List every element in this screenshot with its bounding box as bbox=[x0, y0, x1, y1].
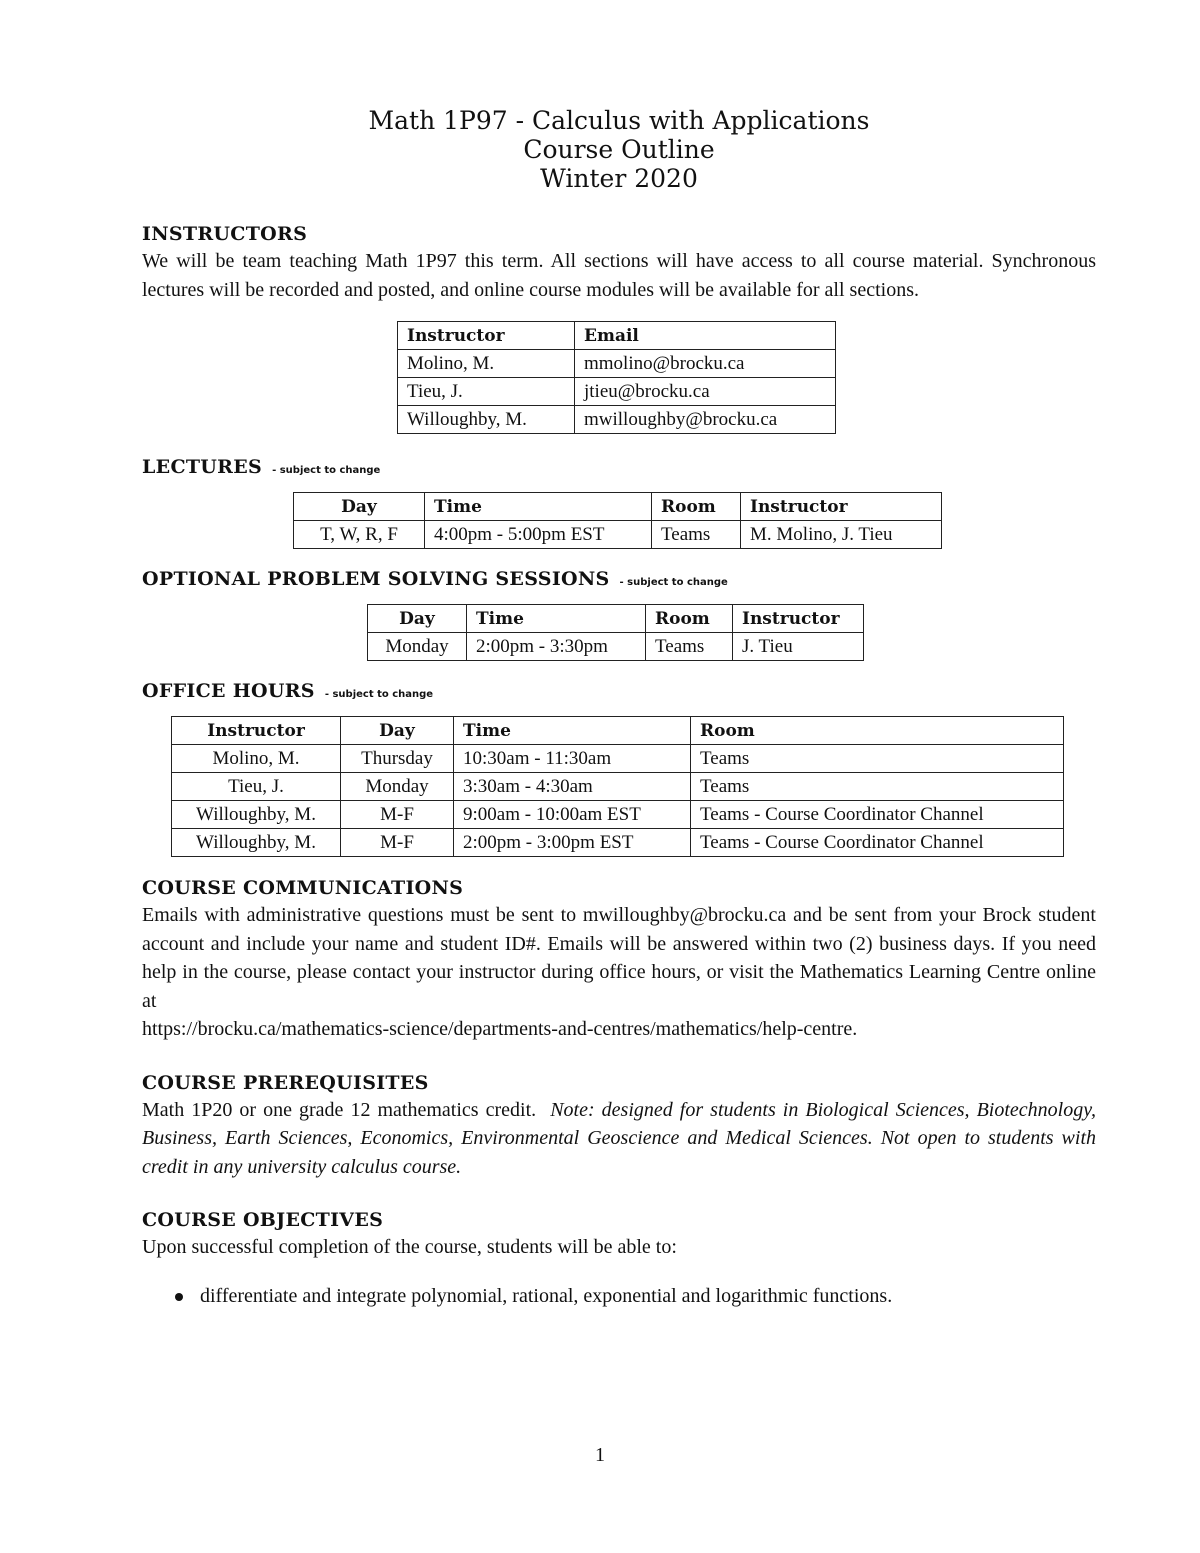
table-row bbox=[398, 378, 836, 406]
lectures-section bbox=[142, 454, 1096, 549]
instructors-section bbox=[142, 221, 1096, 434]
prerequisites-heading: COURSE PREREQUISITES bbox=[142, 1071, 429, 1094]
table-cell: M-F bbox=[341, 829, 454, 857]
title-line-1: Math 1P97 - Calculus with Applications bbox=[368, 106, 870, 135]
column-header: Time bbox=[425, 493, 652, 521]
table-cell: T, W, R, F bbox=[294, 521, 425, 549]
prerequisites-text: Math 1P20 or one grade 12 mathematics credit. bbox=[142, 1098, 537, 1121]
communications-text: Emails with administrative questions must be sent to mwilloughby@brocku.ca and be sent from your Brock student account and include your name and student ID#. Emails will be answered within two (2) business days. If you need help in the course, please contact your instructor during office hours, or visit the Mathematics Learning Centre online at bbox=[142, 904, 1096, 1012]
objectives-section bbox=[142, 1207, 1096, 1310]
table-cell: Teams bbox=[691, 745, 1064, 773]
document-page bbox=[142, 106, 1096, 1310]
table-cell: Molino, M. bbox=[172, 745, 341, 773]
table-row bbox=[172, 801, 1064, 829]
table-cell: mmolino@brocku.ca bbox=[575, 350, 836, 378]
table-cell: J. Tieu bbox=[733, 633, 864, 661]
office-hours-heading-text: OFFICE HOURS bbox=[142, 680, 315, 702]
problem-sessions-heading bbox=[142, 566, 1096, 596]
column-header: Day bbox=[341, 717, 454, 745]
table-cell: M-F bbox=[341, 801, 454, 829]
lectures-note: - subject to change bbox=[272, 465, 381, 476]
table-row bbox=[368, 633, 864, 661]
table-cell: Thursday bbox=[341, 745, 454, 773]
instructors-heading: INSTRUCTORS bbox=[142, 223, 308, 245]
list-item-text: differentiate and integrate polynomial, rational, exponential and logarithmic functions. bbox=[200, 1284, 893, 1307]
table-cell: 2:00pm - 3:00pm EST bbox=[454, 829, 691, 857]
table-row bbox=[172, 773, 1064, 801]
table-cell: Willoughby, M. bbox=[172, 801, 341, 829]
communications-section bbox=[142, 875, 1096, 1044]
lectures-heading-text: LECTURES bbox=[142, 456, 263, 478]
table-cell: 2:00pm - 3:30pm bbox=[467, 633, 646, 661]
table-cell: 3:30am - 4:30am bbox=[454, 773, 691, 801]
office-hours-note: - subject to change bbox=[324, 689, 434, 700]
table-row bbox=[172, 745, 1064, 773]
help-centre-link[interactable]: https://brocku.ca/mathematics-science/departments-and-centres/mathematics/help-centre. bbox=[142, 1018, 858, 1040]
objectives-heading: COURSE OBJECTIVES bbox=[142, 1209, 384, 1231]
instructors-text: We will be team teaching Math 1P97 this term. All sections will have access to all course material. Synchronous lectures will be recorded and posted, and online course modules will be available for all sections. bbox=[142, 250, 1096, 301]
office-hours-table bbox=[171, 716, 1064, 857]
table-row bbox=[398, 350, 836, 378]
table-header-row bbox=[398, 322, 836, 350]
office-hours-heading bbox=[142, 678, 1096, 708]
problem-sessions-section bbox=[142, 566, 1096, 661]
table-cell: Monday bbox=[368, 633, 467, 661]
problem-sessions-table bbox=[367, 604, 864, 661]
problem-sessions-note: - subject to change bbox=[619, 577, 728, 588]
objectives-list bbox=[142, 1282, 1096, 1310]
office-hours-section bbox=[142, 678, 1096, 857]
table-cell: Teams - Course Coordinator Channel bbox=[691, 829, 1064, 857]
instructors-table bbox=[397, 321, 836, 434]
prerequisites-section bbox=[142, 1070, 1096, 1182]
column-header: Day bbox=[368, 605, 467, 633]
table-cell: 9:00am - 10:00am EST bbox=[454, 801, 691, 829]
bullet-icon bbox=[175, 1293, 183, 1301]
table-cell: 10:30am - 11:30am bbox=[454, 745, 691, 773]
table-cell: Teams bbox=[646, 633, 733, 661]
prerequisites-paragraph bbox=[142, 1096, 1096, 1182]
column-header: Time bbox=[467, 605, 646, 633]
table-cell: M. Molino, J. Tieu bbox=[741, 521, 942, 549]
table-cell: Tieu, J. bbox=[398, 378, 575, 406]
title-line-2: Course Outline bbox=[523, 135, 715, 164]
document-title bbox=[142, 106, 1096, 193]
list-item bbox=[142, 1282, 1096, 1310]
table-cell: Willoughby, M. bbox=[172, 829, 341, 857]
column-header: Room bbox=[691, 717, 1064, 745]
objectives-intro: Upon successful completion of the course, students will be able to: bbox=[142, 1236, 677, 1258]
column-header: Instructor bbox=[741, 493, 942, 521]
table-row bbox=[294, 521, 942, 549]
page-number: 1 bbox=[595, 1444, 605, 1466]
column-header: Day bbox=[294, 493, 425, 521]
table-cell: Monday bbox=[341, 773, 454, 801]
table-cell: mwilloughby@brocku.ca bbox=[575, 406, 836, 434]
table-cell: Tieu, J. bbox=[172, 773, 341, 801]
table-header-row bbox=[172, 717, 1064, 745]
table-cell: jtieu@brocku.ca bbox=[575, 378, 836, 406]
lectures-heading bbox=[142, 454, 1096, 484]
column-header: Instructor bbox=[733, 605, 864, 633]
communications-heading: COURSE COMMUNICATIONS bbox=[142, 877, 464, 899]
table-row bbox=[172, 829, 1064, 857]
column-header: Instructor bbox=[398, 322, 575, 350]
table-cell: Teams - Course Coordinator Channel bbox=[691, 801, 1064, 829]
column-header: Email bbox=[575, 322, 836, 350]
table-row bbox=[398, 406, 836, 434]
column-header: Instructor bbox=[172, 717, 341, 745]
table-header-row bbox=[294, 493, 942, 521]
table-cell: Teams bbox=[652, 521, 741, 549]
lectures-table bbox=[293, 492, 942, 549]
table-cell: Teams bbox=[691, 773, 1064, 801]
problem-sessions-heading-text: OPTIONAL PROBLEM SOLVING SESSIONS bbox=[142, 568, 610, 590]
prerequisites-note: Note: designed for students in Biological Sciences, Biotechnology, Business, Earth Sciences, Economics, Environmental Geoscience and Medical Sciences. Not open to students with credit in any university calculus course. bbox=[142, 1098, 1096, 1178]
table-cell: Molino, M. bbox=[398, 350, 575, 378]
table-header-row bbox=[368, 605, 864, 633]
column-header: Time bbox=[454, 717, 691, 745]
column-header: Room bbox=[652, 493, 741, 521]
table-cell: 4:00pm - 5:00pm EST bbox=[425, 521, 652, 549]
column-header: Room bbox=[646, 605, 733, 633]
title-line-3: Winter 2020 bbox=[540, 164, 698, 193]
table-cell: Willoughby, M. bbox=[398, 406, 575, 434]
